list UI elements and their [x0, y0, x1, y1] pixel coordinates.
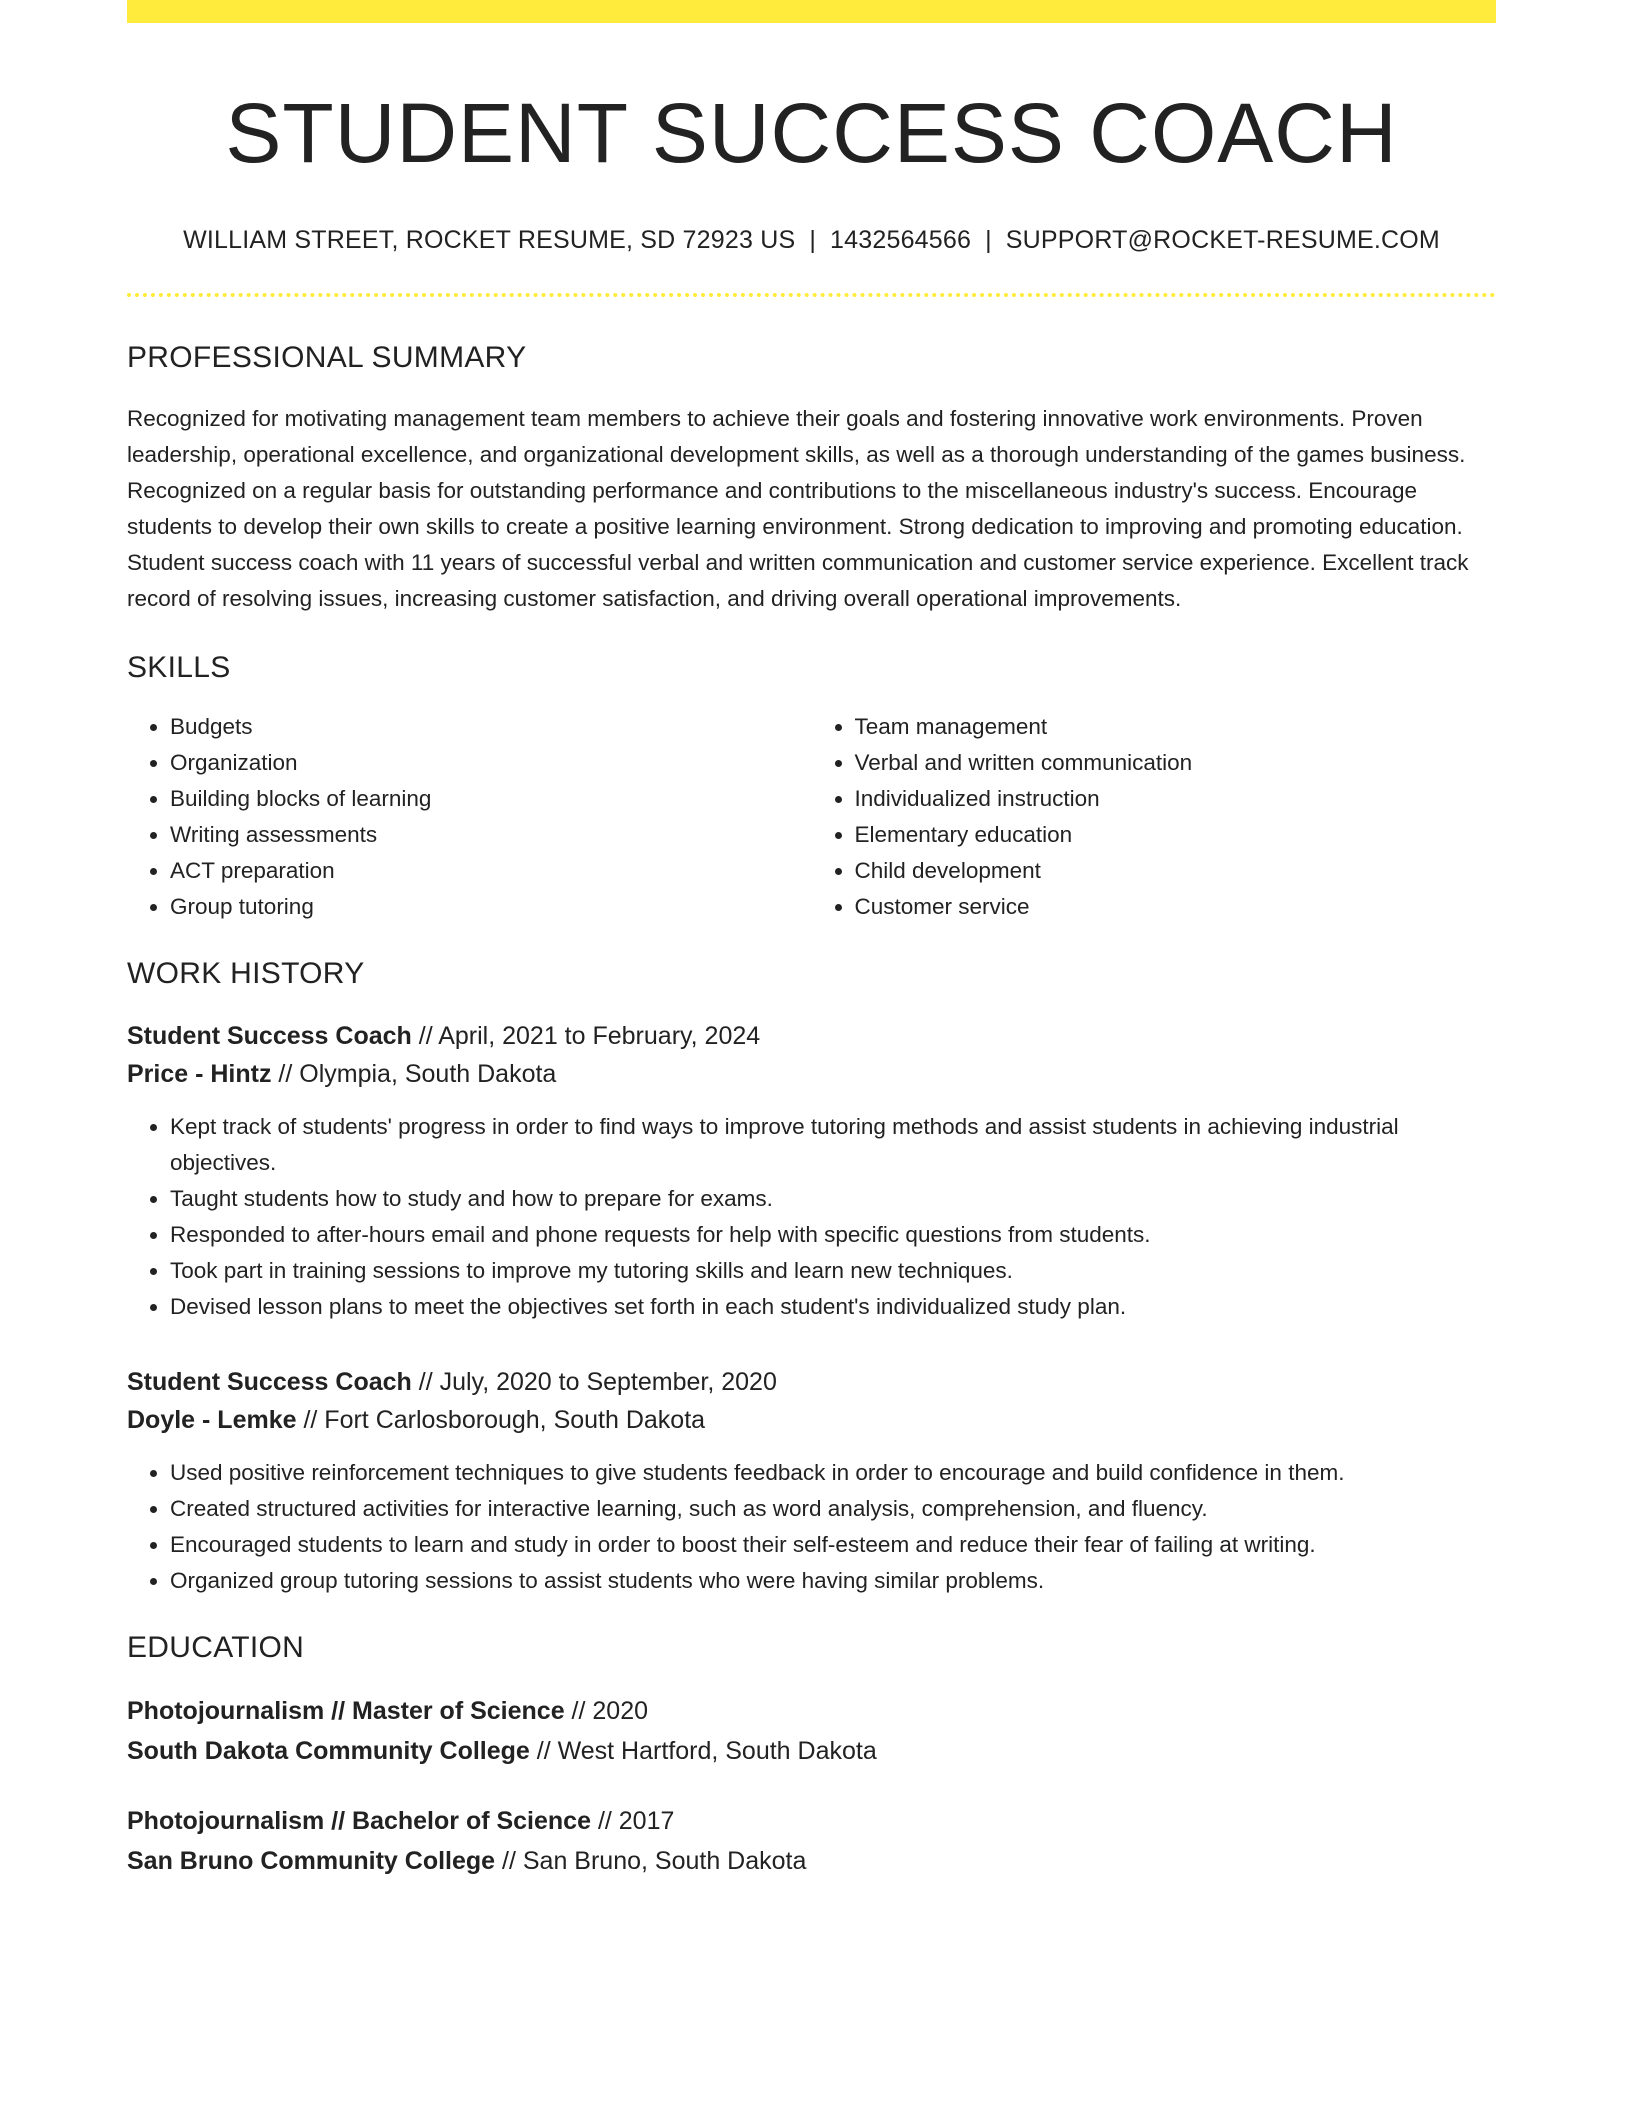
skill-item: • Verbal and written communication [855, 745, 1497, 781]
resume-name: STUDENT SUCCESS COACH [225, 86, 1398, 180]
job-dates: // April, 2021 to February, 2024 [411, 1021, 761, 1050]
job-bullet: • Taught students how to study and how to prepare for exams. [170, 1181, 1496, 1217]
contact-email: SUPPORT@ROCKET-RESUME.COM [1005, 225, 1440, 254]
education-degree-line [127, 1691, 1496, 1731]
education-school: South Dakota Community College [127, 1736, 530, 1765]
accent-top-bar [127, 0, 1496, 23]
job-bullet: • Took part in training sessions to improve my tutoring skills and learn new techniques. [170, 1253, 1496, 1289]
skills-column-right [812, 709, 1497, 925]
education-heading: EDUCATION [127, 1630, 305, 1664]
education-year: // 2017 [591, 1806, 675, 1835]
job-bullet: • Organized group tutoring sessions to assist students who were having similar problems. [170, 1563, 1496, 1599]
skill-item: • Writing assessments [170, 817, 812, 853]
skill-item: • Elementary education [855, 817, 1497, 853]
contact-phone: 1432564566 [830, 225, 972, 254]
job-dates: // July, 2020 to September, 2020 [411, 1367, 777, 1396]
skills-list [127, 709, 1496, 925]
skill-item: • Organization [170, 745, 812, 781]
skill-item: • Customer service [855, 889, 1497, 925]
education-degree: Photojournalism // Master of Science [127, 1696, 565, 1725]
job-bullet: • Responded to after-hours email and phone requests for help with specific questions from students. [170, 1217, 1496, 1253]
job-bullets [127, 1455, 1496, 1599]
job-company: Doyle - Lemke [127, 1405, 297, 1434]
education-degree-line [127, 1801, 1496, 1841]
summary-text: Recognized for motivating management team members to achieve their goals and fostering innovative work environments. Proven leadership, operational excellence, and organizational development skills, as well as a thorough understanding of the games business. Recognized on a regular basis for outstanding performance and contributions to the miscellaneous industry's success. Encourage students to develop their own skills to create a positive learning environment. Strong dedication to improving and promoting education. Student success coach with 11 years of successful verbal and written communication and customer service experience. Excellent track record of resolving issues, increasing customer satisfaction, and driving overall operational improvements. [127, 405, 1469, 611]
contact-address: WILLIAM STREET, ROCKET RESUME, SD 72923 US [183, 225, 796, 254]
skills-column-left [127, 709, 812, 925]
job-role-line [127, 1017, 1496, 1055]
education-year: // 2020 [564, 1696, 649, 1725]
job-bullet: • Created structured activities for interactive learning, such as word analysis, comprehension, and fluency. [170, 1491, 1496, 1527]
job-company: Price - Hintz [127, 1059, 272, 1088]
skill-item: • ACT preparation [170, 853, 812, 889]
resume-page [127, 0, 1496, 1881]
job-role: Student Success Coach [127, 1367, 412, 1396]
job-company-line [127, 1401, 1496, 1439]
job-role-line [127, 1363, 1496, 1401]
skill-item: • Building blocks of learning [170, 781, 812, 817]
education-location: // San Bruno, South Dakota [495, 1846, 807, 1875]
contact-line [127, 226, 1496, 255]
education-entry [127, 1801, 1496, 1881]
work-history [127, 1017, 1496, 1599]
job-bullet: • Used positive reinforcement techniques to give students feedback in order to encourage and build confidence in them. [170, 1455, 1496, 1491]
job-bullet: • Devised lesson plans to meet the objectives set forth in each student's individualized study plan. [170, 1289, 1496, 1325]
skill-item: • Child development [855, 853, 1497, 889]
job-location: // Fort Carlosborough, South Dakota [296, 1405, 706, 1434]
education-entry [127, 1691, 1496, 1771]
summary-heading: PROFESSIONAL SUMMARY [127, 340, 527, 374]
skills-heading: SKILLS [127, 650, 231, 684]
job-role: Student Success Coach [127, 1021, 412, 1050]
job-entry [127, 1363, 1496, 1599]
job-location: // Olympia, South Dakota [271, 1059, 557, 1088]
work-history-heading: WORK HISTORY [127, 956, 365, 990]
job-bullets [127, 1109, 1496, 1325]
job-bullet: • Encouraged students to learn and study in order to boost their self-esteem and reduce their fear of failing at writing. [170, 1527, 1496, 1563]
education-school-line [127, 1731, 1496, 1771]
skill-item: • Group tutoring [170, 889, 812, 925]
education-location: // West Hartford, South Dakota [529, 1736, 877, 1765]
skill-item: • Team management [855, 709, 1497, 745]
education-school-line [127, 1841, 1496, 1881]
education-school: San Bruno Community College [127, 1846, 496, 1875]
job-bullet: • Kept track of students' progress in order to find ways to improve tutoring methods and assist students in achieving industrial objectives. [170, 1109, 1496, 1181]
job-company-line [127, 1055, 1496, 1093]
job-entry [127, 1017, 1496, 1325]
skill-item: • Budgets [170, 709, 812, 745]
education-list [127, 1691, 1496, 1881]
contact-separator: | [809, 225, 817, 254]
contact-separator: | [985, 225, 992, 254]
dotted-divider [127, 293, 1496, 297]
education-degree: Photojournalism // Bachelor of Science [127, 1806, 591, 1835]
skill-item: • Individualized instruction [855, 781, 1497, 817]
